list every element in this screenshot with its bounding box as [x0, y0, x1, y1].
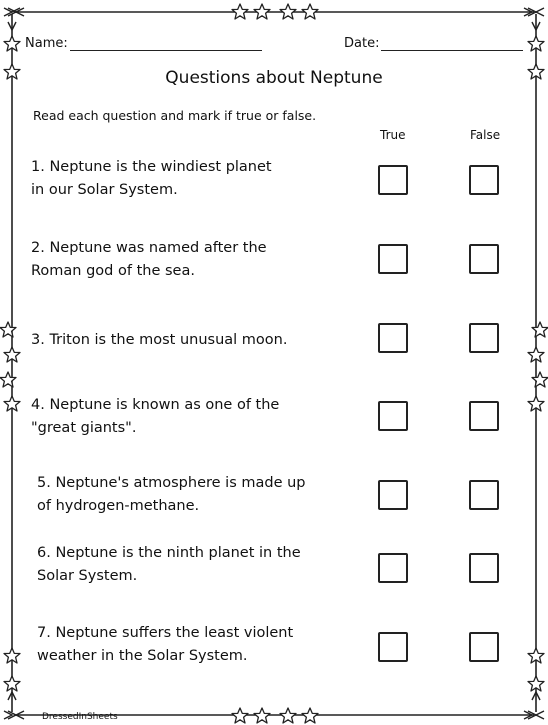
question-5: [37, 472, 306, 518]
date-label: Date:: [344, 36, 380, 51]
q2-true-checkbox[interactable]: [378, 244, 408, 274]
question-text: Solar System.: [37, 568, 138, 584]
question-text: 7. Neptune suffers the least violent: [37, 625, 294, 641]
question-text: weather in the Solar System.: [37, 648, 248, 664]
q4-false-checkbox[interactable]: [469, 401, 499, 431]
instructions: Read each question and mark if true or false.: [33, 108, 317, 123]
q7-true-checkbox[interactable]: [378, 632, 408, 662]
q1-false-checkbox[interactable]: [469, 165, 499, 195]
question-6: [37, 542, 301, 588]
question-7: [37, 622, 293, 668]
q6-true-checkbox[interactable]: [378, 553, 408, 583]
question-text: "great giants".: [31, 420, 137, 436]
q1-true-checkbox[interactable]: [378, 165, 408, 195]
question-text: 3. Triton is the most unusual moon.: [31, 332, 288, 348]
question-2: [31, 237, 267, 283]
false-column-header: False: [470, 128, 501, 142]
q5-true-checkbox[interactable]: [378, 480, 408, 510]
name-label: Name:: [25, 36, 68, 51]
q6-false-checkbox[interactable]: [469, 553, 499, 583]
q2-false-checkbox[interactable]: [469, 244, 499, 274]
q3-true-checkbox[interactable]: [378, 323, 408, 353]
page-title: Questions about Neptune: [165, 68, 383, 88]
q7-false-checkbox[interactable]: [469, 632, 499, 662]
q5-false-checkbox[interactable]: [469, 480, 499, 510]
question-text: in our Solar System.: [31, 182, 178, 198]
date-field[interactable]: [381, 50, 523, 51]
question-text: 4. Neptune is known as one of the: [31, 397, 280, 413]
true-column-header: True: [380, 128, 406, 142]
question-text: 5. Neptune's atmosphere is made up: [37, 475, 306, 491]
q4-true-checkbox[interactable]: [378, 401, 408, 431]
question-text: of hydrogen-methane.: [37, 498, 200, 514]
name-field[interactable]: [70, 50, 262, 51]
star-icon: [528, 36, 548, 691]
question-text: 2. Neptune was named after the: [31, 240, 267, 256]
question-4: [31, 394, 279, 440]
q3-false-checkbox[interactable]: [469, 323, 499, 353]
question-text: 6. Neptune is the ninth planet in the: [37, 545, 301, 561]
credit-text: DressedInSheets: [42, 712, 118, 722]
star-icon: [0, 36, 20, 691]
question-3: [31, 329, 287, 352]
question-text: Roman god of the sea.: [31, 263, 195, 279]
question-1: [31, 156, 272, 202]
question-text: 1. Neptune is the windiest planet: [31, 159, 272, 175]
